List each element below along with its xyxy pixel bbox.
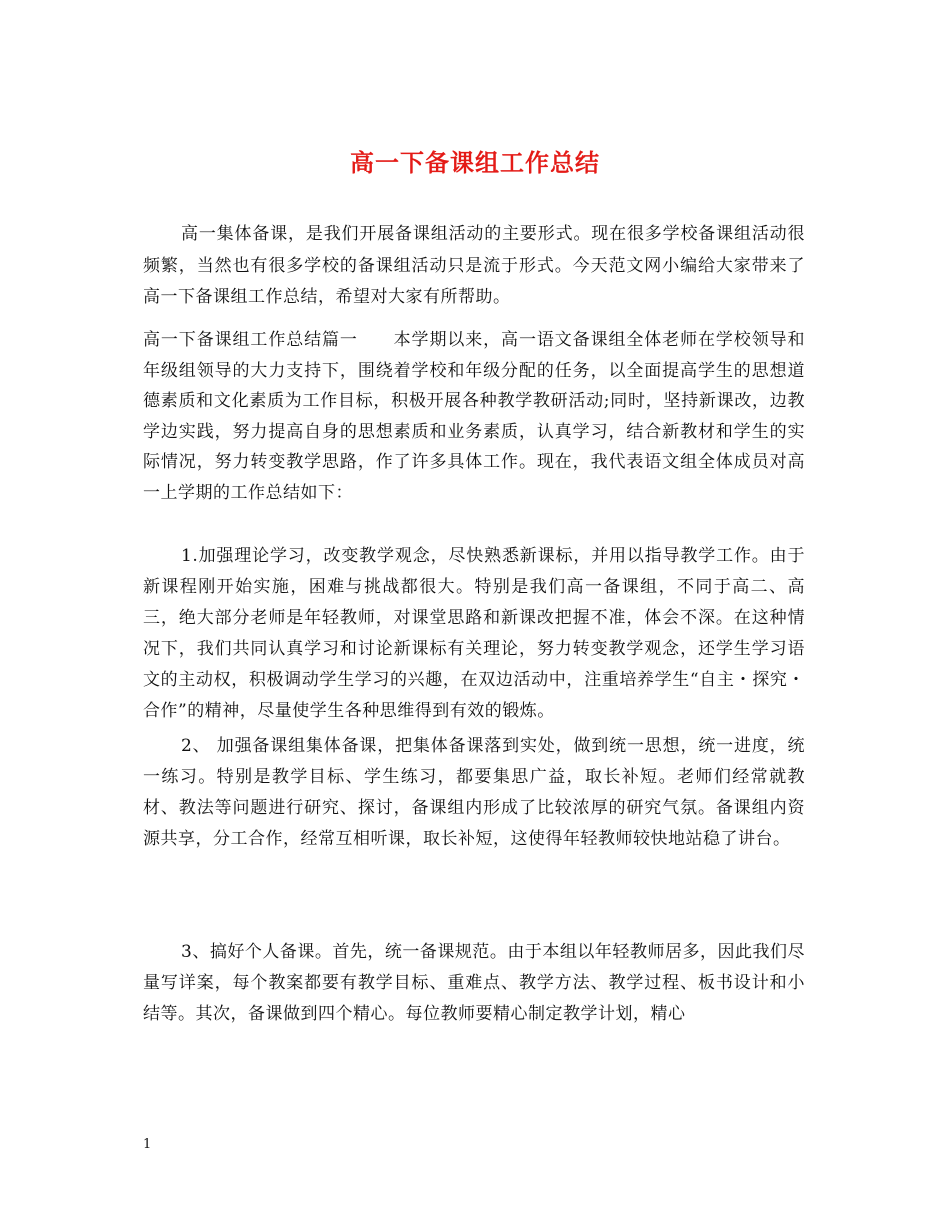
section-1-paragraph: 1.加强理论学习，改变教学观念，尽快熟悉新课标，并用以指导教学工作。由于新课程刚开始实施，困难与挑战都很大。特别是我们高一备课组，不同于高二、高三，绝大部分老师是年轻教师，对课堂思路和新课改把握不准，体会不深。在这种情况下，我们共同认真学习和讨论新课标有关理论，努力转变教学观念，还学生学习语文的主动权，积极调动学生学习的兴趣，在双边活动中，注重培养学生“自主・探究・合作”的精神，尽量使学生各种思维得到有效的锻炼。 — [143, 546, 805, 721]
section-3-paragraph: 3、搞好个人备课。首先，统一备课规范。由于本组以年轻教师居多，因此我们尽量写详案，每个教案都要有教学目标、重难点、教学方法、教学过程、板书设计和小结等。其次，备课做到四个精心。每位教师要精心制定教学计划，精心 — [143, 942, 805, 1024]
first-summary-paragraph: 高一下备课组工作总结篇一 本学期以来，高一语文备课组全体老师在学校领导和年级组领导的大力支持下，围绕着学校和年级分配的任务，以全面提高学生的思想道德素质和文化素质为工作目标，积极开展各种教学教研活动;同时，坚持新课改，边教学边实践，努力提高自身的思想素质和业务素质，认真学习，结合新教材和学生的实际情况，努力转变教学思路，作了许多具体工作。现在，我代表语文组全体成员对高一上学期的工作总结如下： — [143, 330, 805, 503]
intro-paragraph: 高一集体备课，是我们开展备课组活动的主要形式。现在很多学校备课组活动很频繁，当然也有很多学校的备课组活动只是流于形式。今天范文网小编给大家带来了高一下备课组工作总结，希望对大家有所帮助。 — [143, 224, 805, 307]
document-title: 高一下备课组工作总结 — [350, 149, 600, 177]
section-2-paragraph: 2、 加强备课组集体备课，把集体备课落到实处，做到统一思想，统一进度，统一练习。特别是教学目标、学生练习，都要集思广益，取长补短。老师们经常就教材、教法等问题进行研究、探讨，备课组内形成了比较浓厚的研究气氛。备课组内资源共享，分工合作，经常互相听课，取长补短，这使得年轻教师较快地站稳了讲台。 — [143, 736, 805, 849]
page-number: 1 — [143, 1137, 152, 1152]
